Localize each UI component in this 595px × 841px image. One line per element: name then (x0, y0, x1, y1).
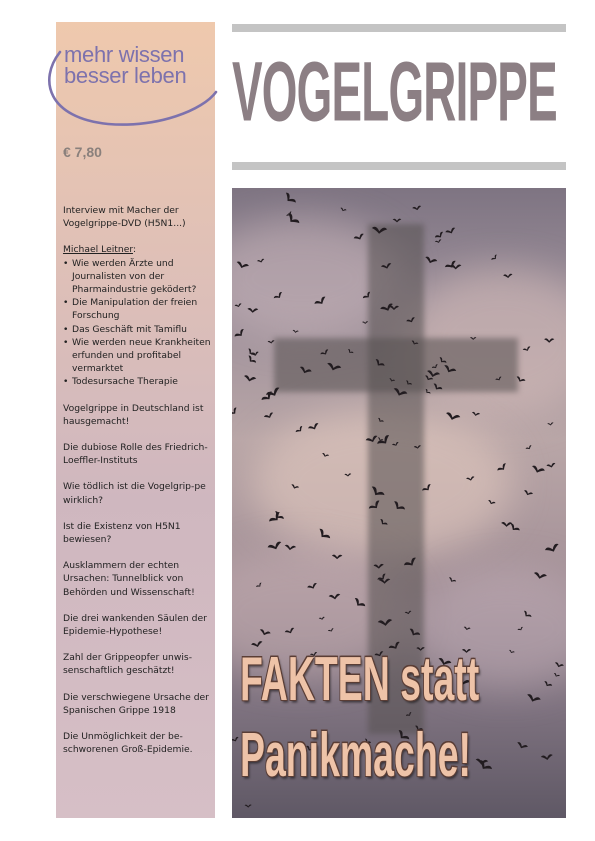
bird-silhouette (257, 258, 265, 263)
bird-silhouette (406, 317, 416, 324)
headline-line1: FAKTEN statt (240, 645, 480, 715)
bird-silhouette (501, 522, 512, 527)
logo-text-line2: besser leben (64, 63, 187, 88)
bird-silhouette (283, 192, 297, 206)
teaser-item: Die Unmöglichkeit der be-schworenen Groß-Epidemie. (63, 731, 193, 756)
teaser-item: Ausklammern der echten Ursachen: Tunnelblick von Behörden und Wissenschaft! (63, 560, 195, 598)
bird-silhouette (232, 736, 240, 743)
bird-silhouette (353, 233, 365, 242)
bird-silhouette (463, 626, 470, 630)
bird-silhouette (412, 205, 422, 211)
bird-silhouette (362, 291, 372, 301)
bird-silhouette (347, 349, 354, 355)
bullet-item: • Todesursache Therapie (63, 375, 211, 388)
bird-silhouette (466, 476, 475, 481)
bird-silhouette (408, 628, 421, 639)
teaser-item: Vogelgrippe in Deutschland ist hausgemacht! (63, 402, 204, 427)
bird-silhouette (265, 386, 281, 399)
bird-silhouette (445, 412, 461, 422)
bird-silhouette (284, 544, 296, 550)
bird-silhouette (259, 629, 271, 637)
bird-silhouette (232, 407, 239, 418)
bird-silhouette (365, 435, 379, 444)
bird-silhouette (362, 321, 368, 324)
bird-silhouette (471, 412, 480, 417)
bird-silhouette (235, 261, 249, 270)
bird-silhouette (247, 308, 258, 313)
bird-silhouette (378, 619, 393, 627)
bird-silhouette (442, 364, 456, 375)
bird-silhouette (234, 303, 242, 308)
bird-silhouette (411, 340, 419, 346)
teaser-item: Die dubiose Rolle des Friedrich-Loeffler-Instituts (63, 442, 208, 467)
bird-silhouette (554, 662, 564, 669)
bullet-item: • Die Manipulation der freien Forschung (63, 296, 211, 322)
bird-silhouette (268, 340, 275, 344)
bird-silhouette (503, 274, 513, 279)
bird-silhouette (445, 227, 457, 236)
speaker-name: Michael Leitner (63, 244, 133, 256)
title-rule-top (232, 24, 566, 32)
bird-silhouette (273, 291, 284, 301)
bird-silhouette (316, 528, 331, 542)
bird-silhouette (422, 483, 433, 493)
bird-silhouette (292, 330, 299, 334)
bird-silhouette (470, 337, 476, 340)
bird-silhouette (285, 212, 300, 227)
bird-silhouette (392, 387, 408, 398)
price: € 7,80 (63, 144, 102, 160)
bird-silhouette (553, 673, 560, 678)
bird-silhouette (403, 557, 418, 570)
bird-silhouette (308, 422, 321, 431)
cover-photo (232, 188, 566, 818)
bird-silhouette (332, 555, 343, 560)
bullet-item: • Das Geschäft mit Tamiflu (63, 323, 211, 336)
speaker-line (63, 243, 211, 256)
bird-silhouette (264, 412, 275, 420)
bird-silhouette (531, 465, 546, 475)
bird-silhouette (376, 434, 392, 448)
bird-silhouette (373, 358, 385, 369)
bird-silhouette (522, 346, 531, 353)
bird-silhouette (526, 693, 542, 704)
bird-silhouette (491, 254, 499, 262)
bird-silhouette (516, 741, 529, 750)
logo-text-line1: mehr wissen (64, 42, 185, 67)
bird-silhouette (321, 453, 329, 458)
bird-silhouette (298, 366, 312, 376)
bird-silhouette (424, 388, 431, 395)
bird-silhouette (495, 376, 502, 382)
bird-silhouette (497, 462, 509, 473)
bird-silhouette (508, 649, 515, 654)
bird-silhouette (234, 328, 246, 339)
bird-silhouette (340, 207, 347, 212)
bird-silhouette (328, 628, 335, 633)
bird-silhouette (246, 355, 257, 365)
bird-silhouette (448, 577, 457, 584)
bird-silhouette (391, 500, 405, 513)
bird-silhouette (344, 473, 351, 477)
headline-line2: Panikmache! (240, 721, 471, 791)
bird-silhouette (379, 578, 391, 584)
bird-silhouette (544, 543, 560, 555)
bird-silhouette (314, 296, 328, 308)
bird-silhouette (434, 231, 444, 240)
bird-silhouette (438, 356, 447, 365)
bird-silhouette (284, 627, 295, 635)
teaser-item: Die verschwiegene Ursache der Spanischen Grippe 1918 (63, 691, 209, 716)
bird-silhouette (371, 227, 387, 235)
bird-silhouette (393, 219, 402, 223)
bird-silhouette (368, 500, 382, 513)
teaser-item: Wie tödlich ist die Vogelgrip-pe wirklich? (63, 481, 206, 506)
bird-silhouette (377, 417, 384, 423)
bird-silhouette (352, 597, 366, 610)
bird-silhouette (246, 348, 256, 357)
bird-silhouette (243, 375, 256, 383)
bird-silhouette (373, 564, 384, 569)
bird-silhouette (378, 518, 388, 527)
bird-silhouette (432, 364, 439, 370)
bird-silhouette (414, 445, 422, 449)
speaker-suffix: : (132, 244, 137, 256)
bird-silhouette (541, 754, 554, 761)
bird-silhouette (525, 445, 532, 451)
bird-silhouette (405, 380, 413, 387)
bird-silhouette (522, 610, 532, 619)
teaser-item: Ist die Existenz von H5N1 bewiesen? (63, 520, 181, 546)
bird-silhouette (320, 349, 330, 357)
bird-silhouette (405, 610, 412, 614)
bird-silhouette (547, 422, 554, 426)
bird-silhouette (369, 485, 385, 499)
bird-silhouette (245, 804, 252, 807)
bird-silhouette (267, 541, 283, 552)
teaser-intro: Interview mit Macher der Vogelgrippe-DVD (H5N1...) (63, 205, 186, 230)
bird-silhouette (307, 582, 318, 590)
bird-silhouette (329, 593, 341, 600)
bird-silhouette (517, 627, 524, 632)
bird-silhouette (487, 500, 496, 506)
title-rule-bottom (232, 162, 566, 170)
bird-silhouette (508, 523, 520, 534)
bird-silhouette (523, 490, 533, 497)
bird-silhouette (319, 617, 326, 621)
bird-silhouette (326, 362, 342, 372)
bird-silhouette (381, 263, 393, 270)
bird-silhouette (432, 383, 443, 392)
bird-silhouette (389, 378, 396, 383)
bird-silhouette (392, 442, 400, 448)
logo (56, 40, 215, 130)
bird-silhouette (546, 462, 556, 468)
bird-silhouette (424, 256, 438, 265)
bullet-item: • Wie werden Ärzte und Journalisten von der Pharmaindustrie geködert? (63, 257, 211, 297)
bird-silhouette (256, 582, 263, 589)
bird-silhouette (290, 484, 299, 490)
bird-silhouette (533, 572, 547, 580)
bird-silhouette (543, 681, 553, 689)
bird-silhouette (515, 376, 526, 384)
bird-silhouette (295, 425, 304, 434)
teaser-item: Die drei wankenden Säulen der Epidemie-Hypothese! (63, 612, 207, 638)
teaser-item: Zahl der Grippeopfer unwis-senschaftlich geschätzt! (63, 652, 193, 677)
bird-silhouette (435, 239, 442, 244)
sidebar (56, 22, 215, 818)
cover-title: VOGELGRIPPE (232, 45, 557, 140)
bird-silhouette (544, 338, 554, 342)
bullet-item: • Wie werden neue Krankheiten erfunden und profitabel vermarktet (63, 336, 211, 376)
speaker-bullets (63, 257, 211, 389)
teaser-list (63, 204, 211, 770)
